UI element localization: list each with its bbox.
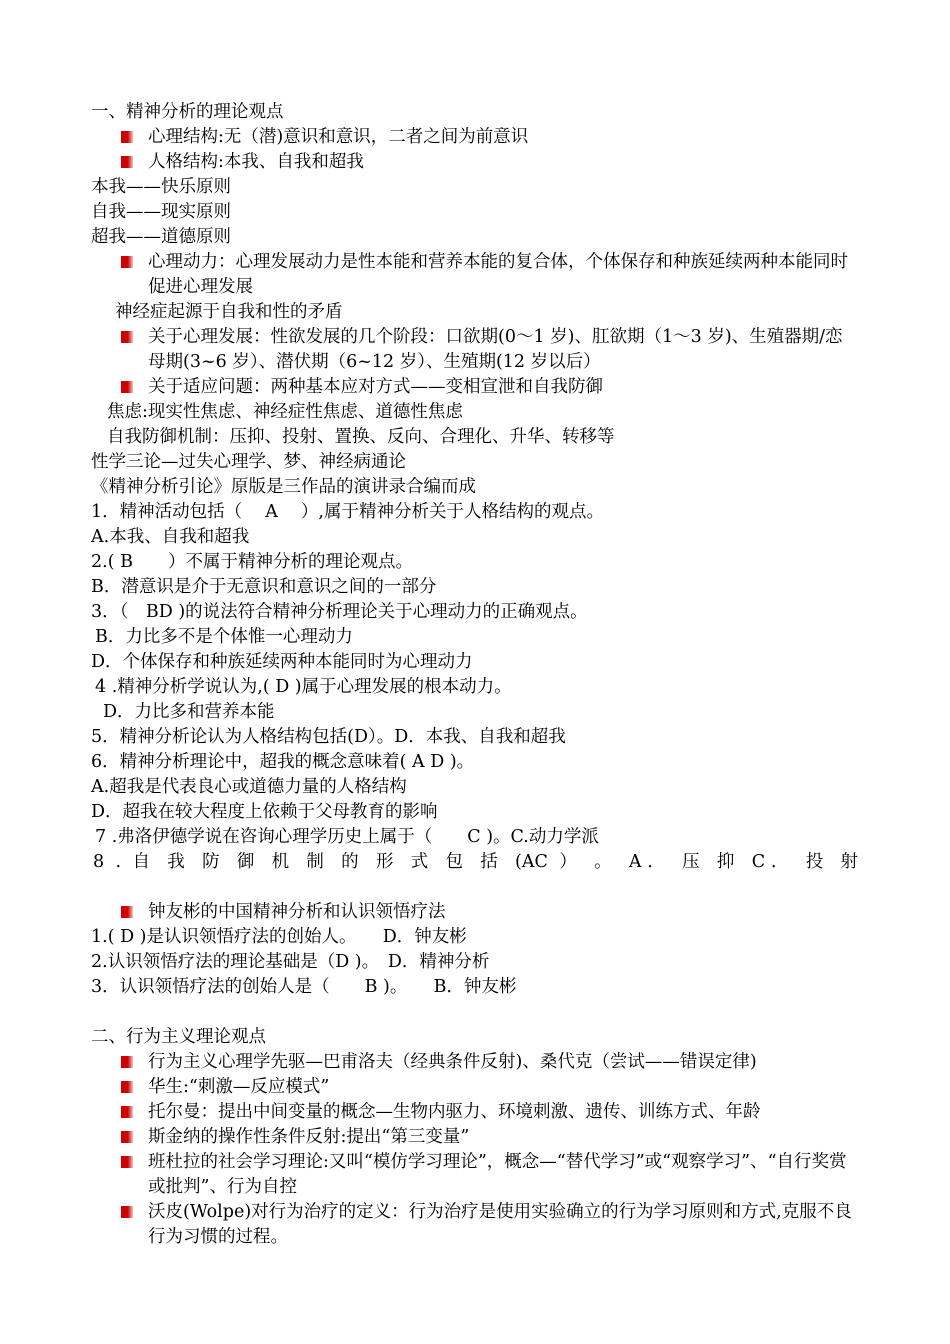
question-line: 4 .精神分析学说认为,( D )属于心理发展的根本动力。 — [95, 677, 512, 697]
section-heading-behaviorism: 二、行为主义理论观点 — [91, 1027, 266, 1047]
answer-line: D．力比多和营养本能 — [103, 702, 275, 722]
text-line: 自我——现实原则 — [91, 202, 231, 222]
bullet-item: 关于适应问题：两种基本应对方式——变相宣泄和自我防御 — [148, 375, 858, 400]
question-line: 5．精神分析论认为人格结构包括(D）。D．本我、自我和超我 — [91, 727, 566, 747]
text-line: 自我防御机制：压抑、投射、置换、反向、合理化、升华、转移等 — [107, 427, 615, 447]
text-line: 焦虑:现实性焦虑、神经症性焦虑、道德性焦虑 — [107, 402, 463, 422]
text-line: 超我——道德原则 — [91, 227, 231, 247]
bullet-item: 人格结构:本我、自我和超我 — [148, 150, 858, 175]
bullet-item: 斯金纳的操作性条件反射:提出“第三变量” — [148, 1125, 858, 1150]
question-line: 6．精神分析理论中，超我的概念意味着( A D )。 — [91, 752, 475, 772]
question-line: 7 .弗洛伊德学说在咨询心理学历史上属于（ C )。C.动力学派 — [95, 827, 599, 847]
answer-line: D．个体保存和种族延续两种本能同时为心理动力 — [91, 652, 473, 672]
question-line: 1.( D )是认识领悟疗法的创始人。 D．钟友彬 — [91, 927, 467, 947]
bullet-item: 钟友彬的中国精神分析和认识领悟疗法 — [148, 900, 858, 925]
question-line: 2.( B ）不属于精神分析的理论观点。 — [91, 552, 413, 572]
bullet-item: 心理结构:无（潜)意识和意识，二者之间为前意识 — [148, 125, 858, 150]
bullet-item: 行为主义心理学先驱—巴甫洛夫（经典条件反射)、桑代克（尝试——错误定律) — [148, 1050, 858, 1075]
bullet-item: 关于心理发展：性欲发展的几个阶段：口欲期(0～1 岁)、肛欲期（1～3 岁)、生殖器期/恋母期(3~6 岁）、潜伏期（6~12 岁）、生殖期(12 岁以后） — [148, 325, 858, 375]
answer-line: A.超我是代表良心或道德力量的人格结构 — [91, 777, 407, 797]
question-line: 3．认识领悟疗法的创始人是（ B )。 B．钟友彬 — [91, 977, 517, 997]
bullet-item: 心理动力：心理发展动力是性本能和营养本能的复合体，个体保存和种族延续两种本能同时促进心理发展 — [148, 250, 858, 300]
text-line: 性学三论—过失心理学、梦、神经病通论 — [91, 452, 406, 472]
question-line: 2.认识领悟疗法的理论基础是（D )。 D．精神分析 — [91, 952, 490, 972]
answer-line: A.本我、自我和超我 — [91, 527, 250, 547]
bullet-item: 华生:“刺激—反应模式” — [148, 1075, 858, 1100]
question-line: 1．精神活动包括（ A ）,属于精神分析关于人格结构的观点。 — [91, 502, 604, 522]
text-line: 《精神分析引论》原版是三作品的演讲录合编而成 — [91, 477, 476, 497]
bullet-item: 托尔曼：提出中间变量的概念—生物内驱力、环境刺激、遗传、训练方式、年龄 — [148, 1100, 858, 1125]
text-line: 神经症起源于自我和性的矛盾 — [115, 302, 343, 322]
bullet-item: 班杜拉的社会学习理论:又叫“模仿学习理论”，概念—“替代学习”或“观察学习”、“自行奖赏或批判”、行为自控 — [148, 1150, 858, 1200]
answer-line: D．超我在较大程度上依赖于父母教育的影响 — [91, 802, 438, 822]
section-heading-psychoanalysis: 一、精神分析的理论观点 — [91, 102, 284, 122]
text-line: 本我——快乐原则 — [91, 177, 231, 197]
question-line: 3．（ BD )的说法符合精神分析理论关于心理动力的正确观点。 — [91, 602, 588, 622]
bullet-item: 沃皮(Wolpe)对行为治疗的定义：行为治疗是使用实验确立的行为学习原则和方式,克服不良行为习惯的过程。 — [148, 1200, 858, 1250]
answer-line: B．力比多不是个体惟一心理动力 — [95, 627, 353, 647]
question-line: 8 . 自 我 防 御 机 制 的 形 式 包 括 (AC ） 。 A． 压 抑 C． 投 射 — [93, 852, 858, 872]
answer-line: B．潜意识是介于无意识和意识之间的一部分 — [91, 577, 437, 597]
